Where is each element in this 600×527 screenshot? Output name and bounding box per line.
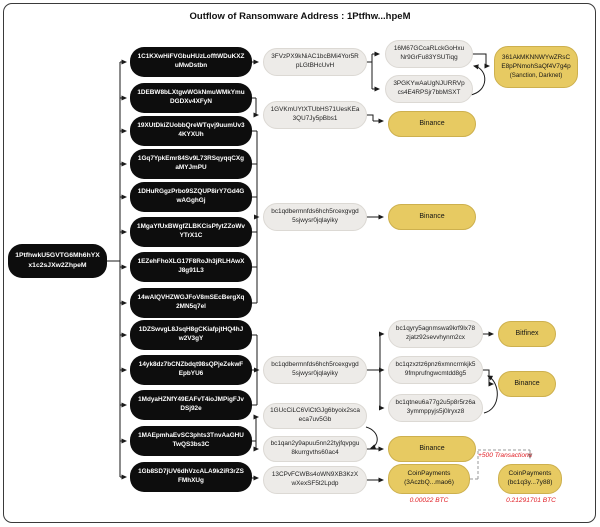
address-text: 1Gq7YpkEmr84Sv9L73RSqyqqCXgaMYJmPU (137, 155, 245, 171)
source-address-node[interactable] (8, 244, 107, 278)
entity-label: Binance (419, 445, 445, 453)
amount-label-coinpayments-a: 0.00022 BTC (409, 497, 449, 504)
entity-sub-label: (3AczbQ...mao6) (404, 479, 454, 486)
address-text: 1Gb8SD7jUV6dhVzcALA9k2iR3rZSFMhXUg (138, 468, 244, 484)
address-text: 1DEBW8bLXtgwWGkNmuWMkYmuDGDXv4XFyN (137, 89, 245, 105)
entity-sub-label: (bc1q3y...7y88) (507, 479, 553, 486)
address-text: 19XUtDkiZUobbQreWTqvj9uumUv34KYXUh (137, 122, 245, 138)
hop1-address-node-4[interactable] (130, 149, 252, 179)
address-text: bc1qyry5agnmswa9krf9lx78zjatz92sevvhynm2cx (395, 325, 476, 341)
address-text: bc1qan2y9apuu5nn22tyjfqvpgu8kurrgvths60ac4 (270, 440, 360, 456)
entity-node-binance-mid[interactable] (388, 204, 476, 230)
address-node-16m67[interactable] (385, 40, 473, 68)
address-text: 16M67GCcaRLckGoHxuNr9GrFu83YSUTiqg (393, 45, 465, 61)
hop1-address-node-8[interactable] (130, 288, 252, 318)
address-text: 1GVKmUYtXTUbHS71UesKEa3QU7Jy5pBbs1 (270, 106, 360, 122)
address-node-bc1qtneu[interactable] (388, 394, 483, 422)
address-text: 1MdyaHZNfY49EAFvT4ioJMPigFJvDSj92e (138, 396, 244, 412)
address-node-1gvkm[interactable] (263, 101, 367, 129)
entity-label: CoinPayments (508, 470, 552, 478)
address-node-bc1qyry[interactable] (388, 320, 483, 348)
hop1-address-node-13[interactable] (130, 462, 252, 492)
address-node-3pgky[interactable] (385, 75, 473, 103)
hop1-address-node-12[interactable] (130, 426, 252, 456)
hop1-address-node-1[interactable] (130, 47, 252, 77)
hop1-address-node-2[interactable] (130, 83, 252, 113)
hop1-address-node-5[interactable] (130, 182, 252, 212)
address-text: 3FVzPX9kNiAC1bcBMi4Yor5RpLGtBHcUvH (271, 53, 359, 69)
edge-loop-guc-qan2y (366, 427, 377, 448)
entity-label: Binance (419, 120, 445, 128)
address-text: 3PGKYwAaUgNJURRVpcs4E4RPSjr7bbMSXT (393, 80, 465, 96)
address-node-bc1qan2y[interactable] (263, 436, 367, 462)
entity-label: Binance (419, 213, 445, 221)
amount-label-coinpayments-b: 0.21291701 BTC (506, 497, 556, 504)
hop1-address-node-11[interactable] (130, 390, 252, 420)
address-node-3fvz[interactable] (263, 48, 367, 76)
edge-loop-qtneu-qzxztz (484, 376, 497, 413)
address-text: 1GUcCiLC6ViCtGJg6byoix2scaeca7uv5Gb (270, 407, 360, 423)
entity-node-binance-right[interactable] (498, 371, 556, 397)
address-text: bc1qdbermnfds6hch5rcexgvgd5sjwysr0jqlayiky (271, 208, 359, 224)
address-text: 1EZehFhoXLG17F8RoJh3jRLHAwXJ8g91L3 (137, 258, 245, 274)
entity-label: Binance (514, 380, 540, 388)
address-node-13cpv[interactable] (263, 466, 367, 494)
entity-node-sanctioned-darknet[interactable] (494, 46, 578, 88)
address-node-1gucc[interactable] (263, 403, 367, 429)
address-text: 1DHuRGgzPrbo9SZQUP8irY7Gd4GwAGghGj (137, 188, 245, 204)
hop1-address-node-6[interactable] (130, 217, 252, 247)
hop1-address-node-9[interactable] (130, 320, 252, 350)
address-text: 1PtfhwkU5GVTG6Mh6hYXx1c2sJXw2ZhpeM (15, 252, 100, 269)
address-text: bc1qdbermnfds6hch5rcexgvgd5sjwysr0jqlayiky (271, 361, 359, 377)
address-text: bc1qtneu6a77g2u5p8r5rz6a3ymmppyjs5j0lryxz8 (395, 399, 476, 415)
address-text: 14yk8dz7bCNZbdqt98sQPjeZekwFEpbYU6 (138, 361, 244, 377)
address-text: 361AkMKNNWYwZRsCE8pPNmohSaQf4V7g4p (501, 54, 571, 70)
hop1-address-node-10[interactable] (130, 355, 252, 385)
address-node-bc1qzxztz[interactable] (388, 356, 483, 384)
hop1-address-node-7[interactable] (130, 252, 252, 282)
entity-node-coinpayments-a[interactable] (388, 464, 470, 494)
address-text: 13CPvFCWBs4oWN9XB3KzXwXexSF5t2Lpdp (271, 471, 359, 487)
entity-node-coinpayments-b[interactable] (498, 464, 562, 494)
address-text: bc1qzxztz6pnz6xmncrmkjk59fmprufngwcmtdd8g5 (395, 361, 476, 377)
address-node-bc1qdberm-b[interactable] (263, 356, 367, 384)
entity-label: CoinPayments (407, 470, 451, 478)
address-node-bc1qdberm-a[interactable] (263, 203, 367, 231)
address-text: 1MAEpmhaEvSC3phts3TnvAaGHUTwQS3bs3C (138, 432, 244, 448)
address-text: 14wAIQVHZWGJFoV8mSEcBergXq2MN5q7el (137, 294, 245, 310)
entity-note: (Sanction, Darknet) (509, 71, 563, 79)
entity-node-binance-top[interactable] (388, 111, 476, 137)
hop1-address-node-3[interactable] (130, 116, 252, 146)
diagram-title: Outflow of Ransomware Address : 1Ptfhw...hpeM (189, 11, 411, 22)
entity-node-bitfinex[interactable] (498, 321, 556, 347)
address-text: 1DZSwvgL8JsqH8gCKiafpjtHQ4hJw2V3gY (138, 326, 244, 342)
transactions-count-label: +500 Transactions (478, 452, 532, 459)
address-text: 1MgaYfUxBWgfZLBKCisPfytZZoWvYTrX1C (137, 223, 245, 239)
address-text: 1C1KXwHiFVGbuHUzLofftWDuKXZuMwDstbn (137, 53, 245, 69)
entity-label: Bitfinex (515, 330, 539, 338)
